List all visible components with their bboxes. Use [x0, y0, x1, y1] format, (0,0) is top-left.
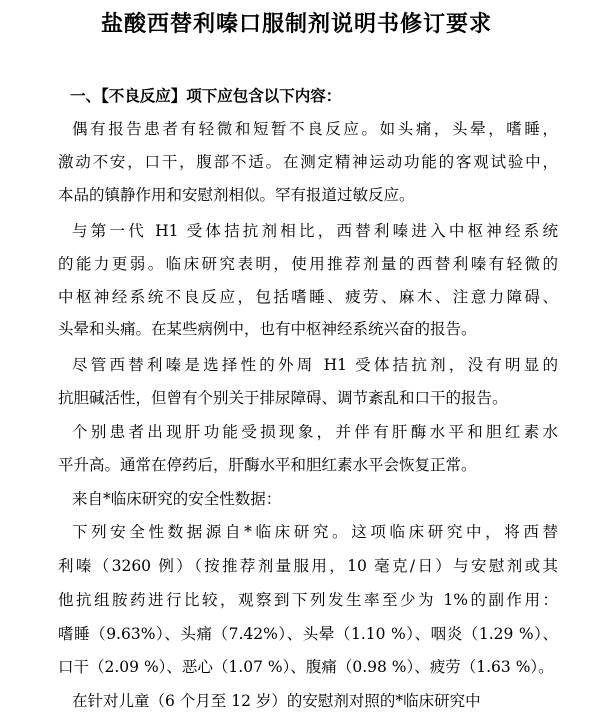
paragraph-line: 中枢神经系统不良反应，包括嗜睡、疲劳、麻木、注意力障碍、: [58, 288, 558, 306]
paragraph-line: 偶有报告患者有轻微和短暂不良反应。如头痛，头晕，嗜睡，: [72, 120, 558, 138]
paragraph-line: 在针对儿童（6 个月至 12 岁）的安慰剂对照的*临床研究中: [72, 692, 481, 710]
paragraph-line: 尽管西替利嗪是选择性的外周 H1 受体拮抗剂，没有明显的: [72, 356, 558, 374]
paragraph-line: 下列安全性数据源自*临床研究。这项临床研究中，将西替: [72, 523, 558, 541]
paragraph-line: 口干（2.09 %）、恶心（1.07 %）、腹痛（0.98 %）、疲劳（1.63 %）。: [58, 658, 554, 676]
paragraph-line: 抗胆碱活性，但曾有个别关于排尿障碍、调节紊乱和口干的报告。: [58, 389, 508, 407]
paragraph-line: 头晕和头痛。在某些病例中，也有中枢神经系统兴奋的报告。: [58, 320, 477, 338]
paragraph-line: 平升高。通常在停药后，肝酶水平和胆红素水平会恢复正常。: [58, 456, 477, 474]
paragraph-line: 本品的镇静作用和安慰剂相似。罕有报道过敏反应。: [58, 186, 415, 204]
paragraph-line: 嗜睡（9.63%）、头痛（7.42%）、头晕（1.10 %）、咽炎（1.29 %）、: [58, 625, 558, 643]
paragraph-line: 的能力更弱。临床研究表明，使用推荐剂量的西替利嗪有轻微的: [58, 255, 558, 273]
section-heading: 一、【不良反应】项下应包含以下内容：: [70, 87, 342, 105]
paragraph-line: 激动不安，口干，腹部不适。在测定精神运动功能的客观试验中，: [58, 153, 558, 171]
paragraph-line: 个别患者出现肝功能受损现象，并伴有肝酶水平和胆红素水: [72, 423, 558, 441]
paragraph-line: 与第一代 H1 受体拮抗剂相比，西替利嗪进入中枢神经系统: [72, 222, 558, 240]
paragraph-line: 他抗组胺药进行比较，观察到下列发生率至少为 1%的副作用：: [58, 591, 558, 609]
document-title: 盐酸西替利嗪口服制剂说明书修订要求: [100, 12, 492, 37]
paragraph-line: 利嗪（3260 例）（按推荐剂量服用，10 毫克/日）与安慰剂或其: [58, 557, 558, 575]
paragraph-line: 来自*临床研究的安全性数据：: [72, 490, 282, 508]
